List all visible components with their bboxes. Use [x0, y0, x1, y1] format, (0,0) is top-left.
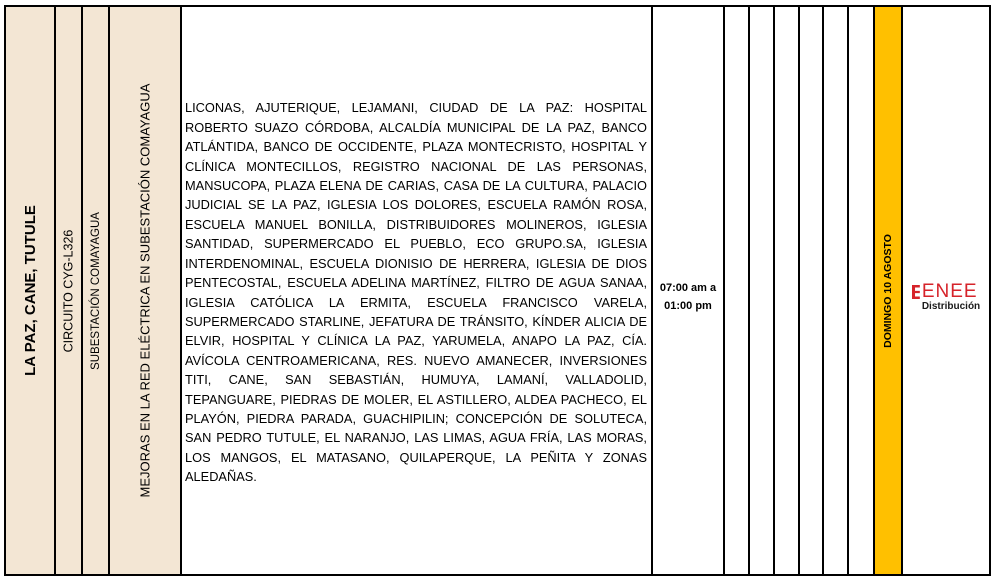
outage-table — [4, 5, 991, 576]
affected-areas-cell — [182, 7, 653, 574]
work-description: MEJORAS EN LA RED ELÉCTRICA EN SUBESTACIÓN COMAYAGUA — [137, 83, 153, 498]
empty-cell — [725, 7, 750, 574]
substation-label: SUBESTACIÓN COMAYAGUA — [89, 211, 102, 370]
time-range — [660, 279, 716, 315]
logo-subtitle: Distribución — [921, 301, 981, 312]
circuit-label: CIRCUITO CYG-L326 — [61, 229, 76, 352]
work-cell — [110, 7, 182, 574]
logo-word: ENEE — [921, 281, 978, 302]
date-cell — [875, 7, 903, 574]
logo-cell — [903, 7, 989, 574]
enee-logo-icon — [912, 285, 920, 299]
place-cell — [6, 7, 56, 574]
time-cell — [653, 7, 725, 574]
date-label: DOMINGO 10 AGOSTO — [882, 233, 894, 348]
empty-cell — [750, 7, 775, 574]
empty-cell — [824, 7, 849, 574]
empty-cell — [800, 7, 824, 574]
substation-cell — [83, 7, 110, 574]
circuit-cell — [56, 7, 83, 574]
empty-cell — [849, 7, 875, 574]
logo-text — [922, 282, 980, 312]
affected-areas-text: LICONAS, AJUTERIQUE, LEJAMANI, CIUDAD DE LA PAZ: HOSPITAL ROBERTO SUAZO CÓRDOBA, ALCALDÍA MUNICIPAL DE LA PAZ, BANCO ATLÁNTIDA, BANCO DE OCCIDENTE, PLAZA MONTECRISTO, HOSPITAL Y CLÍNICA MONTECILLOS, REGISTRO NACIONAL DE LAS PERSONAS, MANSUCOPA, PLAZA ELENA DE CARIAS, CASA DE LA CULTURA, PALACIO JUDICIAL SE LA PAZ, IGLESIA LOS DOLORES, ESCUELA RAMÓN ROSA, ESCUELA MANUEL BONILLA, DISTRIBUIDORES MOLINEROS, IGLESIA SANTIDAD, SUPERMERCADO EL PUEBLO, ECO GRUPO.SA, IGLESIA INTERDENOMINAL, ESCUELA DIONISIO DE HERRERA, IGLESIA DE DIOS PENTECOSTAL, ESCUELA ADELINA MARTÍNEZ, FILTRO DE AGUA SANAA, IGLESIA CATÓLICA LA ERMITA, ESCUELA FRANCISCO VARELA, SUPERMERCADO STARLINE, JEFATURA DE TRÁNSITO, KÍNDER ALICIA DE ELVIR, HOSPITAL Y CLÍNICA LA PAZ, YARUMELA, ANAPO LA PAZ, CÍA. AVÍCOLA CENTROAMERICANA, RES. NUEVO AMANECER, INVERSIONES TITI, CANE, SAN SEBASTIÁN, HUMUYA, LAMANÍ, VALLADOLID, TEPANGUARE, PIEDRAS DE MOLER, EL ASTILLERO, ALDEA PACHECO, EL PLAYÓN, PIEDRA PARADA, GUACHIPILIN; CONCEPCIÓN DE SOLUTECA, SAN PEDRO TUTULE, EL NARANJO, LAS LIMAS, AGUA FRÍA, LAS MORAS, LOS MANGOS, EL MATASANO, QUILAPERQUE, LA PEÑITA Y ZONAS ALEDAÑAS. — [185, 100, 647, 485]
place-label: LA PAZ, CANE, TUTULE — [21, 205, 39, 376]
enee-logo — [912, 282, 980, 312]
time-end: 01:00 pm — [664, 300, 712, 312]
empty-cell — [775, 7, 800, 574]
time-start: 07:00 am a — [659, 282, 717, 294]
